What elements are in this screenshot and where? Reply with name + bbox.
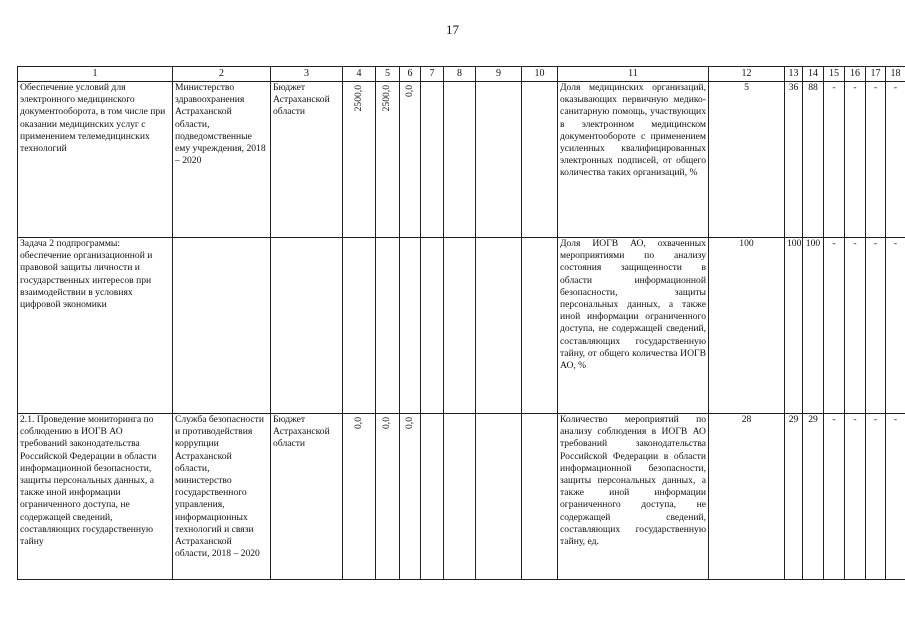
funding-source: Бюджет Астраханской области <box>271 414 343 580</box>
event-name: Обеспечение условий для электронного медицинского документооборота, в том числе при оказании медицинских услуг с применением телемедицинских технологий <box>18 82 173 238</box>
table-row <box>18 414 905 580</box>
amount-2018: 0,0 <box>381 417 393 429</box>
col-header-18: 18 <box>886 67 905 82</box>
col-header-10: 10 <box>522 67 558 82</box>
indicator-name: Доля медицинских организаций, оказывающих первичную медико-санитарную помощь, участвующих в электронном медицинском документообороте с применением усиленных квалифицированных электронных подписей, от общего количества таких организаций, % <box>558 82 709 238</box>
funding-source: Бюджет Астраханской области <box>271 82 343 238</box>
amount-total-cell <box>343 414 376 580</box>
col-header-8: 8 <box>444 67 476 82</box>
amount-2018-cell <box>376 414 400 580</box>
amount-2019-cell <box>400 414 421 580</box>
indicator-2022: - <box>866 414 886 580</box>
empty-cell <box>476 414 522 580</box>
col-header-12: 12 <box>709 67 785 82</box>
page-number: 17 <box>446 22 459 37</box>
amount-2019: 0,0 <box>403 417 415 429</box>
indicator-2018: 29 <box>785 414 803 580</box>
executor: Министерство здравоохранения Астраханской области, подведомственные ему учреждения, 2018 – 2020 <box>173 82 271 238</box>
col-header-16: 16 <box>845 67 866 82</box>
empty-cell <box>421 414 444 580</box>
amount-2019: 0,0 <box>403 85 415 97</box>
indicator-2023: - <box>886 414 905 580</box>
col-header-7: 7 <box>421 67 444 82</box>
indicator-2021: - <box>845 238 866 414</box>
col-header-6: 6 <box>400 67 421 82</box>
empty-cell <box>522 82 558 238</box>
indicator-2019: 88 <box>803 82 824 238</box>
col-header-9: 9 <box>476 67 522 82</box>
indicator-base: 100 <box>709 238 785 414</box>
amount-total: 2500,0 <box>352 85 364 112</box>
amount-2019-cell <box>400 82 421 238</box>
col-header-15: 15 <box>824 67 845 82</box>
col-header-17: 17 <box>866 67 886 82</box>
empty-cell <box>376 238 400 414</box>
indicator-2019: 29 <box>803 414 824 580</box>
amount-2018: 2500,0 <box>381 85 393 112</box>
empty-cell <box>522 238 558 414</box>
indicator-name: Доля ИОГВ АО, охваченных мероприятиями по анализу состояния защищенности в области информационной безопасности, защиты персональных данных, а также иной информации ограниченного доступа, не содержащей сведений, составляющих государственную тайну, от общего количества ИОГВ АО, % <box>558 238 709 414</box>
event-name: 2.1. Проведение мониторинга по соблюдению в ИОГВ АО требований законодательства Российской Федерации в области информационной безопасности, защиты персональных данных, а также иной информации ограниченного доступа, не содержащей сведений, составляющих государственную тайну <box>18 414 173 580</box>
indicator-base: 5 <box>709 82 785 238</box>
indicator-2021: - <box>845 414 866 580</box>
task-name: Задача 2 подпрограммы: обеспечение организационной и правовой защиты личности и государственных интересов при взаимодействии в условиях цифровой экономики <box>18 238 173 414</box>
col-header-14: 14 <box>803 67 824 82</box>
indicator-2022: - <box>866 82 886 238</box>
amount-total-cell <box>343 82 376 238</box>
empty-cell <box>522 414 558 580</box>
empty-cell <box>421 82 444 238</box>
col-header-11: 11 <box>558 67 709 82</box>
indicator-2019: 100 <box>803 238 824 414</box>
indicator-2022: - <box>866 238 886 414</box>
empty-cell <box>421 238 444 414</box>
col-header-2: 2 <box>173 67 271 82</box>
indicator-2023: - <box>886 238 905 414</box>
executor: Служба безопасности и противодействия коррупции Астраханской области, министерство государственного управления, информационных технологий и связи Астраханской области, 2018 – 2020 <box>173 414 271 580</box>
col-header-5: 5 <box>376 67 400 82</box>
header-row <box>18 67 905 82</box>
indicator-2023: - <box>886 82 905 238</box>
program-table <box>17 66 905 580</box>
indicator-2021: - <box>845 82 866 238</box>
indicator-2018: 36 <box>785 82 803 238</box>
indicator-base: 28 <box>709 414 785 580</box>
indicator-name: Количество мероприятий по анализу соблюдения в ИОГВ АО требований законодательства Российской Федерации в области информационной безопасности, защиты персональных данных, а также иной информации ограниченного доступа, не содержащей сведений, составляющих государственную тайну, ед. <box>558 414 709 580</box>
col-header-13: 13 <box>785 67 803 82</box>
funding-source <box>271 238 343 414</box>
amount-total: 0,0 <box>352 417 364 429</box>
empty-cell <box>444 414 476 580</box>
empty-cell <box>343 238 376 414</box>
executor <box>173 238 271 414</box>
indicator-2020: - <box>824 414 845 580</box>
col-header-3: 3 <box>271 67 343 82</box>
empty-cell <box>444 82 476 238</box>
indicator-2020: - <box>824 238 845 414</box>
table-row <box>18 238 905 414</box>
empty-cell <box>476 238 522 414</box>
table-row <box>18 82 905 238</box>
empty-cell <box>476 82 522 238</box>
col-header-4: 4 <box>343 67 376 82</box>
col-header-1: 1 <box>18 67 173 82</box>
indicator-2018: 100 <box>785 238 803 414</box>
amount-2018-cell <box>376 82 400 238</box>
empty-cell <box>444 238 476 414</box>
empty-cell <box>400 238 421 414</box>
indicator-2020: - <box>824 82 845 238</box>
